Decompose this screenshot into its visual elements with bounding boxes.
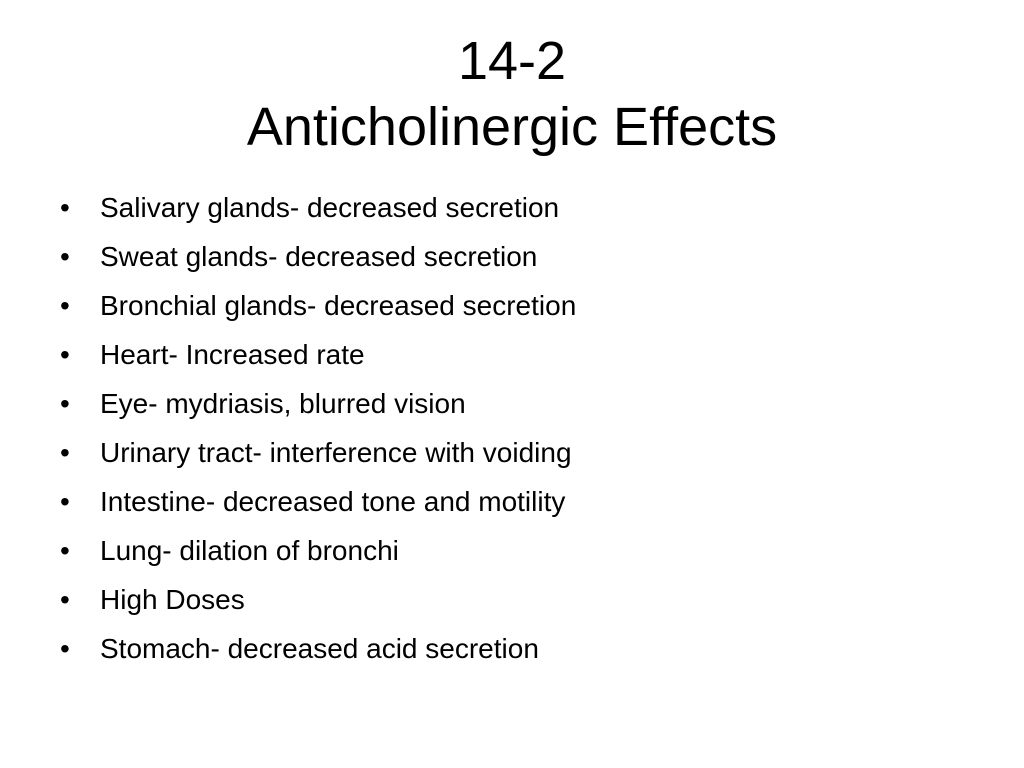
bullet-icon: • — [60, 535, 70, 566]
list-item-text: High Doses — [100, 584, 245, 615]
list-item — [60, 575, 980, 624]
title-line-number: 14-2 — [457, 31, 567, 91]
bullet-icon: • — [60, 486, 70, 517]
list-item-text: Eye- mydriasis, blurred vision — [100, 388, 466, 419]
title-line-text: Anticholinergic Effects — [246, 97, 778, 157]
list-item — [60, 428, 980, 477]
list-item-text: Heart- Increased rate — [100, 339, 365, 370]
bullet-icon: • — [60, 192, 70, 223]
list-item — [60, 183, 980, 232]
list-item — [60, 281, 980, 330]
list-item-text: Urinary tract- interference with voiding — [100, 437, 572, 468]
list-item — [60, 232, 980, 281]
bullet-icon: • — [60, 633, 70, 664]
bullet-icon: • — [60, 290, 70, 321]
list-item — [60, 330, 980, 379]
list-item-text: Bronchial glands- decreased secretion — [100, 290, 577, 321]
bullet-list — [60, 183, 980, 673]
bullet-icon: • — [60, 339, 70, 370]
bullet-icon: • — [60, 241, 70, 272]
bullet-icon: • — [60, 437, 70, 468]
list-item — [60, 477, 980, 526]
list-item-text: Sweat glands- decreased secretion — [100, 241, 538, 272]
list-item-text: Intestine- decreased tone and motility — [100, 486, 566, 517]
list-item — [60, 624, 980, 673]
list-item-text: Lung- dilation of bronchi — [100, 535, 399, 566]
list-item-text: Stomach- decreased acid secretion — [100, 633, 539, 664]
bullet-icon: • — [60, 584, 70, 615]
list-item-text: Salivary glands- decreased secretion — [100, 192, 560, 223]
list-item — [60, 526, 980, 575]
slide-title — [0, 28, 1024, 160]
bullet-icon: • — [60, 388, 70, 419]
list-item — [60, 379, 980, 428]
